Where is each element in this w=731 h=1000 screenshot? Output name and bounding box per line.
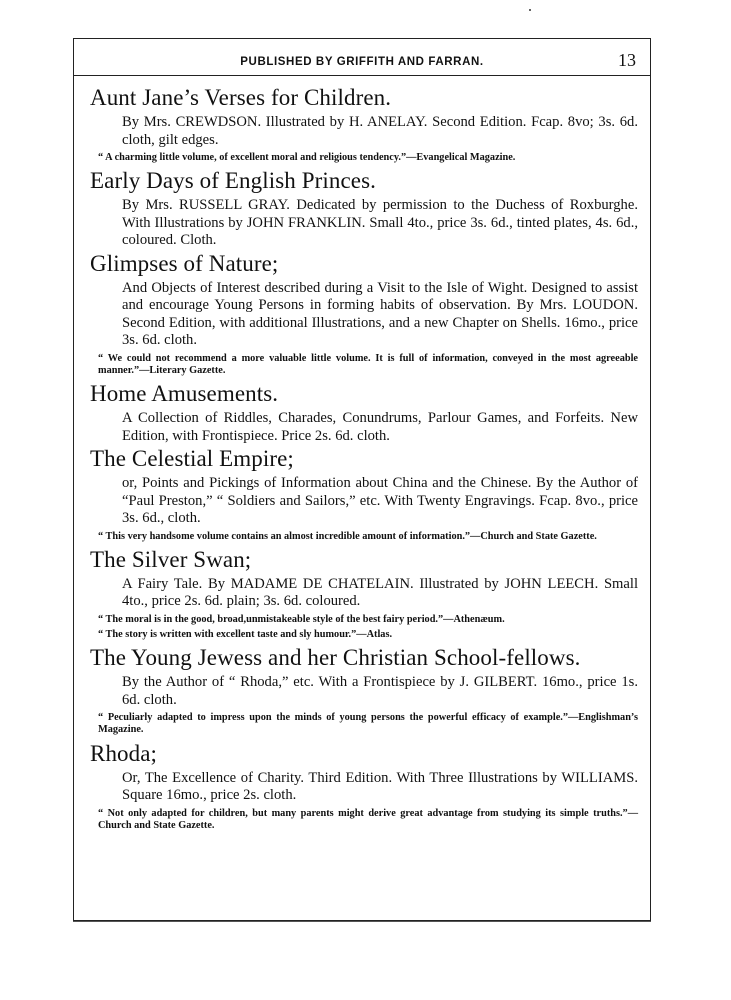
- book-entry: [90, 740, 638, 832]
- book-list: [90, 76, 638, 832]
- book-review: “ Not only adapted for children, but many parents might derive great advantage from studying its simple truths.”—Church and State Gazette.: [98, 807, 638, 831]
- page-number: 13: [618, 50, 636, 70]
- book-description: or, Points and Pickings of Information about China and the Chinese. By the Author of “Paul Preston,” “ Soldiers and Sailors,” etc. With Twenty Engravings. Fcap. 8vo., price 3s. 6d., cloth.: [122, 475, 638, 527]
- running-head: [74, 39, 650, 76]
- book-review: “ The moral is in the good, broad,unmistakeable style of the best fairy period.”—Athenæum.: [98, 613, 505, 625]
- book-description: By Mrs. RUSSELL GRAY. Dedicated by permission to the Duchess of Roxburghe. With Illustrations by JOHN FRANKLIN. Small 4to., price 3s. 6d., tinted plates, 4s. 6d., coloured. Cloth.: [122, 197, 638, 249]
- book-title: Home Amusements.: [90, 381, 279, 407]
- book-description: By Mrs. CREWDSON. Illustrated by H. ANELAY. Second Edition. Fcap. 8vo; 3s. 6d. cloth, gilt edges.: [122, 114, 638, 148]
- book-review: “ The story is written with excellent taste and sly humour.”—Atlas.: [98, 629, 393, 641]
- book-title: The Silver Swan;: [90, 546, 252, 572]
- book-description: Or, The Excellence of Charity. Third Edition. With Three Illustrations by WILLIAMS. Square 16mo., price 2s. cloth.: [122, 769, 638, 804]
- book-entry: [90, 84, 638, 164]
- book-description: And Objects of Interest described during a Visit to the Isle of Wight. Designed to assist and encourage Young Persons in forming habits of observation. By Mrs. LOUDON. Second Edition, with additional Illustrations, and a new Chapter on Shells. 16mo., price 3s. 6d. cloth.: [122, 279, 638, 349]
- bottom-rule: [73, 921, 651, 922]
- book-review: “ This very handsome volume contains an almost incredible amount of information.”—Church and State Gazette.: [98, 530, 597, 542]
- publisher-heading: PUBLISHED BY GRIFFITH AND FARRAN.: [240, 56, 484, 68]
- book-title: Glimpses of Nature;: [90, 250, 279, 276]
- book-title: The Celestial Empire;: [90, 446, 294, 472]
- book-entry: [90, 546, 638, 641]
- book-description: A Fairy Tale. By MADAME DE CHATELAIN. Illustrated by JOHN LEECH. Small 4to., price 2s. 6d. plain; 3s. 6d. coloured.: [122, 575, 638, 610]
- page-frame: [73, 38, 651, 921]
- book-entry: [90, 380, 638, 445]
- book-review: “ A charming little volume, of excellent moral and religious tendency.”—Evangelical Magazine.: [98, 152, 516, 163]
- book-review: “ Peculiarly adapted to impress upon the minds of young persons the powerful efficacy of example.”—Englishman’s Magazine.: [98, 712, 638, 736]
- book-title: Early Days of English Princes.: [90, 168, 376, 194]
- book-description: A Collection of Riddles, Charades, Conundrums, Parlour Games, and Forfeits. New Edition, with Frontispiece. Price 2s. 6d. cloth.: [122, 410, 638, 444]
- book-description: By the Author of “ Rhoda,” etc. With a Frontispiece by J. GILBERT. 16mo., price 1s. 6d. cloth.: [122, 674, 638, 708]
- book-title: The Young Jewess and her Christian School-fellows.: [90, 645, 581, 671]
- ink-speck: [529, 9, 531, 11]
- book-entry: [90, 644, 638, 736]
- book-title: Rhoda;: [90, 740, 158, 766]
- book-entry: [90, 250, 638, 377]
- book-review: “ We could not recommend a more valuable little volume. It is full of information, conveyed in the most agreeable manner.”—Literary Gazette.: [98, 352, 638, 376]
- book-title: Aunt Jane’s Verses for Children.: [90, 85, 392, 110]
- book-entry: [90, 445, 638, 543]
- book-entry: [90, 167, 638, 250]
